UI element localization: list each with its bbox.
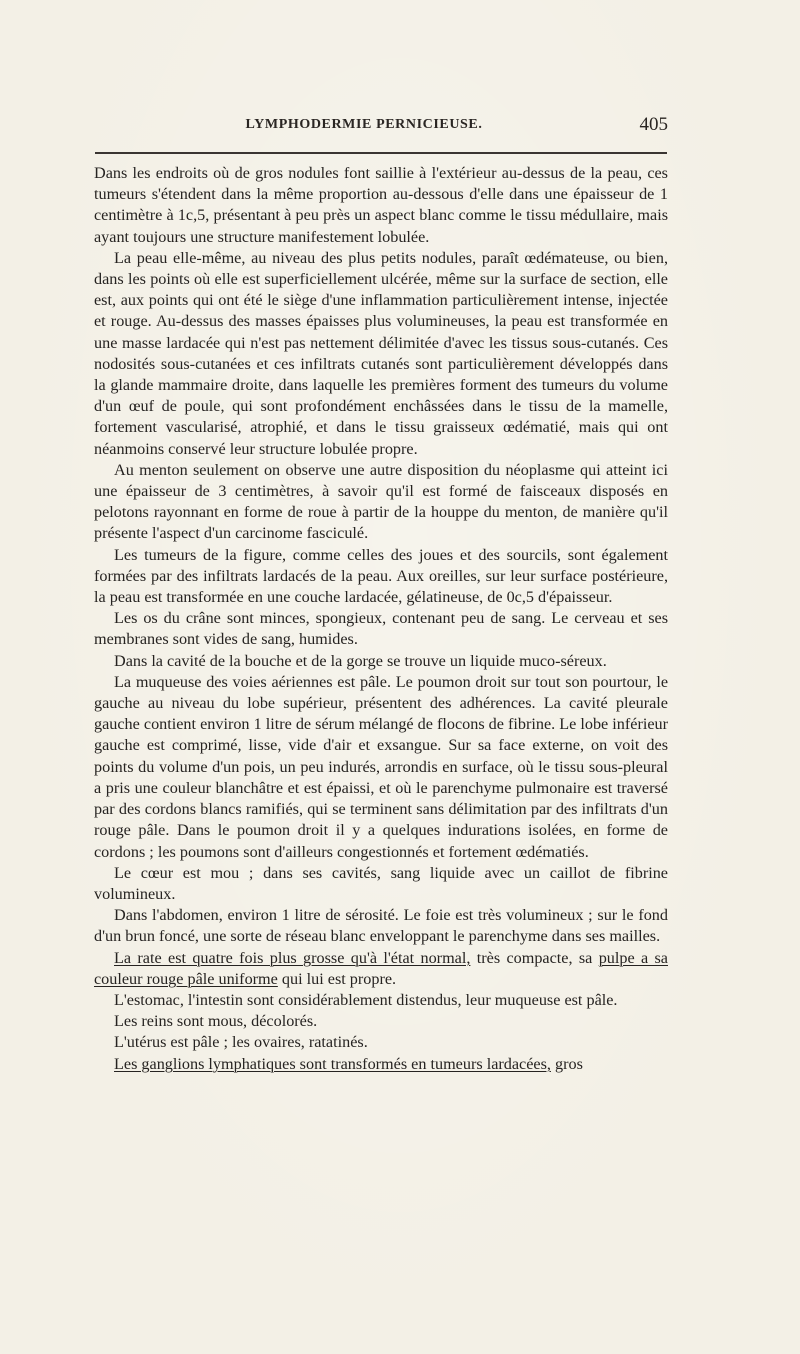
underlined-text: La rate est quatre fois plus grosse qu'à l'état normal, [114, 948, 471, 967]
page-header [60, 114, 668, 141]
paragraph: L'estomac, l'intestin sont considérablement distendus, leur muqueuse est pâle. [114, 990, 618, 1009]
header-rule [95, 152, 667, 154]
running-title: LYMPHODERMIE PERNICIEUSE. [245, 117, 483, 132]
paragraph: La muqueuse des voies aériennes est pâle. Le poumon droit sur tout son pourtour, le gauche au niveau du lobe supérieur, présentent des adhérences. La cavité pleurale gauche contient environ 1 litre de sérum mélangé de flocons de fibrine. Le lobe inférieur gauche est comprimé, lisse, vide d'air et exsangue. Sur sa face externe, on voit des points du volume d'un pois, un peu indurés, arrondis en surface, où le tissu sous-pleural a pris une couleur blanchâtre et est épaissi, et où le parenchyme pulmonaire est traversé par des cordons blancs ramifiés, qui se terminent sans délimitation par des infiltrats d'un rouge pâle. Dans le poumon droit il y a quelques indurations isolées, en forme de cordons ; les poumons sont d'ailleurs congestionnés et fortement œdématiés. [94, 672, 668, 861]
last-line [94, 1054, 668, 1075]
paragraph-text: gros [550, 1054, 583, 1073]
paragraph-text: très compacte, sa [470, 948, 599, 967]
paragraph: Dans les endroits où de gros nodules font saillie à l'extérieur au-dessus de la peau, ces tumeurs s'étendent dans la même proportion au-dessous d'elle dans une épaisseur de 1 centimètre à 1c,5, présentant à peu près un aspect blanc comme le tissu médullaire, mais ayant toujours une structure manifestement lobulée. [94, 164, 668, 246]
paragraph: Les os du crâne sont minces, spongieux, contenant peu de sang. Le cerveau et ses membranes sont vides de sang, humides. [94, 609, 668, 649]
page-number: 405 [639, 114, 668, 135]
body-text [94, 163, 668, 1075]
paragraph: Le cœur est mou ; dans ses cavités, sang liquide avec un caillot de fibrine volumineux. [94, 863, 668, 903]
underlined-text: Les ganglions lymphatiques sont transformés en tumeurs lardacées, [114, 1054, 551, 1073]
underlined-text: pulpe a sa couleur rouge pâle uniforme [94, 948, 668, 988]
paragraph: La peau elle-même, au niveau des plus petits nodules, paraît œdémateuse, ou bien, dans les points où elle est superficiellement ulcérée, même sur la surface de section, elle est, aux points qui ont été le siège d'une inflammation particulièrement intense, injectée et rouge. Au-dessus des masses épaisses plus volumineuses, la peau est transformée en une masse lardacée qui n'est pas nettement délimitée d'avec les tissus sous-cutanés. Ces nodosités sous-cutanées et ces infiltrats cutanés sont particulièrement développés dans la glande mammaire droite, dans laquelle les premières forment des tumeurs du volume d'un œuf de poule, qui sont profondément enchâssées dans le tissu de la mamelle, fortement vascularisé, atrophié, et dans le tissu graisseux œdématié, mais qui ont néanmoins conservé leur structure lobulée propre. [94, 248, 668, 458]
paragraph: Les reins sont mous, décolorés. [114, 1012, 318, 1031]
paragraph: Les tumeurs de la figure, comme celles des joues et des sourcils, sont également formées par des infiltrats lardacés de la peau. Aux oreilles, sur leur surface postérieure, la peau est transformée en une couche lardacée, gélatineuse, de 0c,5 d'épaisseur. [94, 545, 668, 607]
paragraph: Dans l'abdomen, environ 1 litre de sérosité. Le foie est très volumineux ; sur le fond d'un brun foncé, une sorte de réseau blanc enveloppant le parenchyme dans ses mailles. [94, 906, 668, 946]
paragraph: Au menton seulement on observe une autre disposition du néoplasme qui atteint ici une épaisseur de 3 centimètres, à savoir qu'il est formé de faisceaux disposés en pelotons rayonnant en forme de roue à partir de la houppe du menton, de manière qu'il présente l'aspect d'un carcinome fasciculé. [94, 460, 668, 543]
paragraph: Dans la cavité de la bouche et de la gorge se trouve un liquide muco-séreux. [114, 651, 607, 670]
paragraph: L'utérus est pâle ; les ovaires, ratatinés. [114, 1033, 368, 1052]
paragraph-text: qui lui est propre. [277, 969, 397, 988]
rate-paragraph [94, 948, 668, 990]
